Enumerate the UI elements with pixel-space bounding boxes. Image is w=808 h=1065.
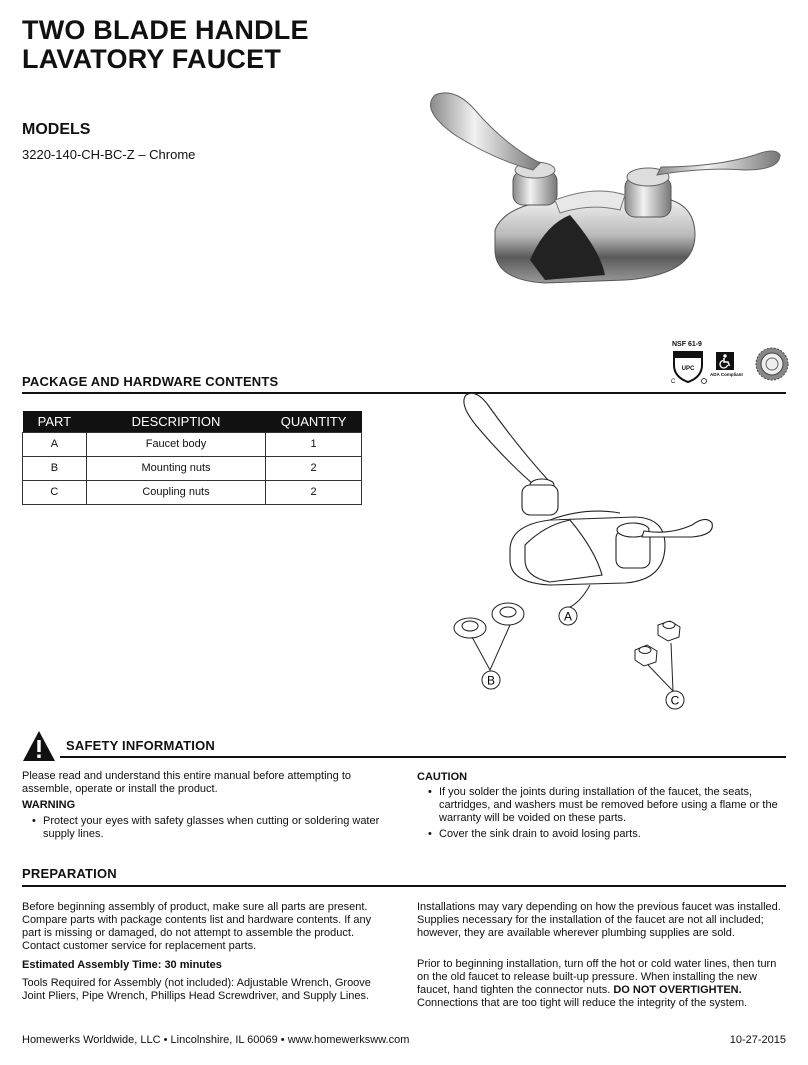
cell-quantity: 2 [266,456,362,480]
preparation-heading: PREPARATION [22,866,117,881]
parts-table-header [23,411,362,432]
cell-description: Mounting nuts [86,456,265,480]
warning-triangle-icon [22,730,56,762]
safety-intro: Please read and understand this entire manual before attempting to assemble, operate or install the product. [22,770,351,795]
diagram-label-a: A [563,609,573,624]
cell-description: Faucet body [86,432,265,456]
column-header-part: PART [23,411,87,432]
safety-heading: SAFETY INFORMATION [66,738,216,753]
upc-shield-icon [668,349,708,385]
title-line-1: TWO BLADE HANDLE [22,15,309,45]
table-row [23,480,362,504]
nsf-label: NSF 61-9 [672,341,702,348]
assembly-time: Estimated Assembly Time: 30 minutes [22,959,222,971]
ada-label: ADA Compliant [710,372,743,377]
mounting-nuts-drawing [454,603,524,638]
caution-list [428,786,788,844]
diagram-label-b: B [486,673,496,688]
caution-label: CAUTION [417,771,468,783]
models-heading: MODELS [22,121,91,138]
table-row [23,432,362,456]
model-number: 3220-140-CH-BC-Z – Chrome [22,147,196,162]
preparation-paragraph-3 [417,958,787,1010]
list-item: • Protect your eyes with safety glasses when cutting or soldering water supply lines. [32,815,387,841]
cell-part: A [23,432,87,456]
cell-quantity: 1 [266,432,362,456]
footer-company: Homewerks Worldwide, LLC • Lincolnshire, IL 60069 • www.homewerksww.com [22,1034,410,1046]
faucet-product-image [395,75,795,315]
preparation-rule [22,885,786,887]
upc-text: UPC [681,366,695,372]
diagram-label-c: C [670,693,680,708]
safety-rule [60,756,786,758]
list-item: • If you solder the joints during installation of the faucet, the seats, cartridges, and washers must be removed before using a flame or the warranty will be voided on these parts. [428,786,788,825]
certification-marks [650,335,795,387]
faucet-body-drawing [464,393,712,585]
title-line-2: LAVATORY FAUCET [22,44,282,74]
cell-part: C [23,480,87,504]
list-item: • Cover the sink drain to avoid losing parts. [428,828,788,841]
preparation-paragraph-1: Before beginning assembly of product, make sure all parts are present. Compare parts with package contents list and hardware contents. If any part is missing or damaged, do not attempt to assemble the product. Contact customer service for replacement parts. [22,901,372,952]
cell-description: Coupling nuts [86,480,265,504]
p3-start: Prior to beginning installation, turn off the hot or cold water lines, then turn on the old faucet to release built-up pressure. When installing the new faucet, hand tighten the connector nuts. [417,958,777,996]
table-row [23,456,362,480]
cell-part: B [23,456,87,480]
document-title [22,16,309,74]
warning-label: WARNING [22,799,76,811]
parts-table [22,411,362,505]
cell-quantity: 2 [266,480,362,504]
coupling-nuts-drawing [635,621,680,666]
warning-list [32,815,387,844]
parts-diagram [430,385,720,715]
ada-accessible-icon [716,352,734,370]
column-header-description: DESCRIPTION [86,411,265,432]
package-heading: PACKAGE AND HARDWARE CONTENTS [22,374,279,389]
do-not-overtighten: DO NOT OVERTIGHTEN. [613,984,742,996]
p3-end: Connections that are too tight will reduce the integrity of the system. [417,997,748,1009]
footer-date: 10-27-2015 [729,1034,786,1046]
seal-icon [755,347,789,381]
preparation-paragraph-2: Installations may vary depending on how the previous faucet was installed. Supplies necessary for the installation of the faucet are not all included; however, they are available wherever plumbing supplies are sold. [417,901,781,939]
tools-required: Tools Required for Assembly (not included): Adjustable Wrench, Groove Joint Pliers, Pipe Wrench, Phillips Head Screwdriver, and Supply Lines. [22,977,371,1002]
c-mark: C [671,379,676,385]
column-header-quantity: QUANTITY [266,411,362,432]
